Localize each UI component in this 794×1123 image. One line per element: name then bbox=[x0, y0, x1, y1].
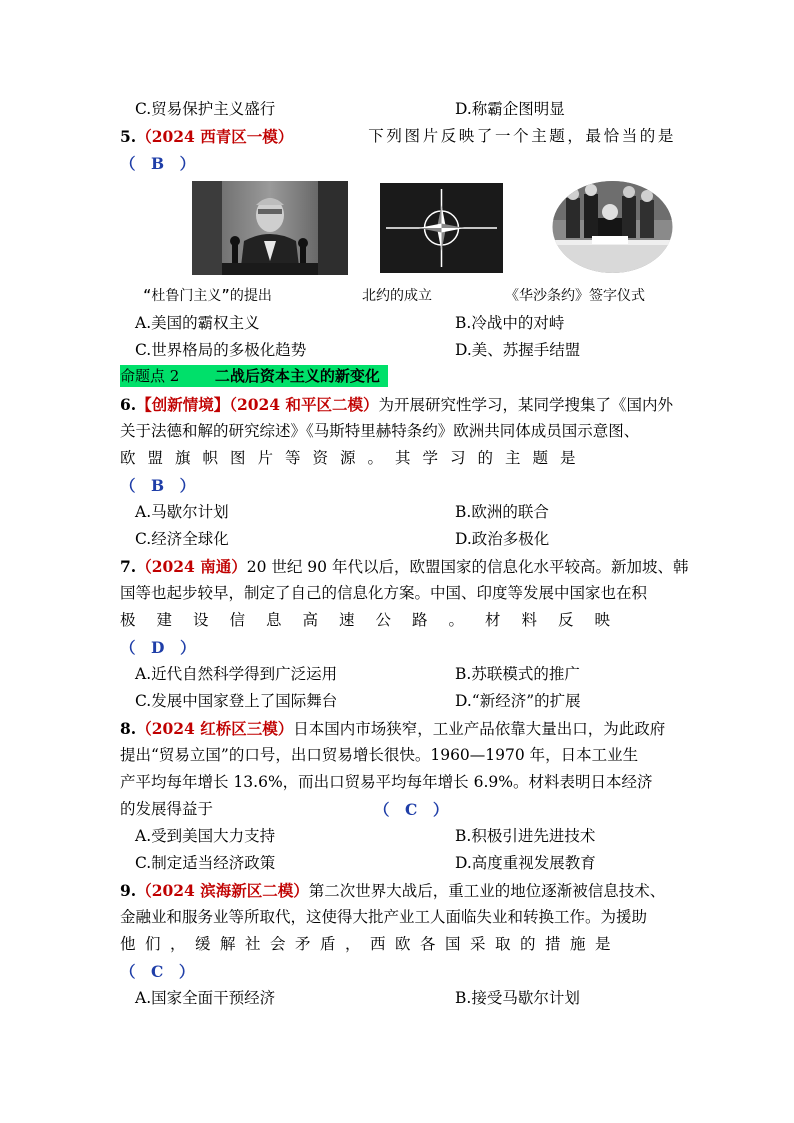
q7-stem-line-2: 国等也起步较早，制定了自己的信息化方案。中国、印度等发展中国家也在积 bbox=[120, 584, 648, 602]
q5-source: （2024 西青区一模） bbox=[136, 127, 294, 146]
warsaw-pact-photo bbox=[552, 180, 673, 274]
q8-option-c: C.制定适当经济政策 bbox=[135, 854, 276, 872]
nato-flag-photo bbox=[380, 183, 503, 273]
q6-option-c: C.经济全球化 bbox=[135, 530, 229, 548]
q9-answer: （ C ） bbox=[120, 962, 195, 981]
q7-number: 7. bbox=[120, 557, 137, 576]
q8-source: （2024 红桥区三模） bbox=[136, 719, 294, 738]
q6-option-b: B.欧洲的联合 bbox=[455, 503, 549, 521]
truman-doctrine-photo bbox=[192, 181, 348, 275]
q5-option-a: A.美国的霸权主义 bbox=[135, 314, 260, 332]
q8-stem-line-2: 提出“贸易立国”的口号，出口贸易增长很快。1960—1970 年，日本工业生 bbox=[120, 746, 639, 764]
q9-source: （2024 滨海新区二模） bbox=[136, 881, 309, 900]
q6-source: 【创新情境】（2024 和平区二模） bbox=[136, 395, 379, 414]
q5-option-b: B.冷战中的对峙 bbox=[455, 314, 565, 332]
q5-answer: （ B ） bbox=[120, 154, 196, 173]
q7-source: （2024 南通） bbox=[136, 557, 247, 576]
q4-option-c: C.贸易保护主义盛行 bbox=[135, 100, 276, 118]
q9-stem-line-2: 金融业和服务业等所取代，这使得大批产业工人面临失业和转换工作。为援助 bbox=[120, 908, 648, 926]
q6-stem-line-2: 关于法德和解的研究综述》《马斯特里赫特条约》欧洲共同体成员国示意图、 bbox=[120, 422, 640, 440]
q8-option-a: A.受到美国大力支持 bbox=[135, 827, 276, 845]
topic-label: 命题点 2 bbox=[120, 367, 180, 385]
q4-option-d: D.称霸企图明显 bbox=[455, 100, 565, 118]
q6-stem-line-3: 欧盟旗帜图片等资源。其学习的主题是 bbox=[120, 449, 588, 467]
q8-number: 8. bbox=[120, 719, 137, 738]
q8-stem-line-4: 的发展得益于 （ C ） bbox=[120, 796, 676, 823]
topic-title: 二战后资本主义的新变化 bbox=[214, 367, 380, 385]
q6-option-d: D.政治多极化 bbox=[455, 530, 550, 548]
q8-stem-line-3: 产平均每年增长 13.6%，而出口贸易平均每年增长 6.9%。材料表明日本经济 bbox=[120, 773, 653, 791]
q6-answer: （ B ） bbox=[120, 476, 196, 495]
nato-flag-image bbox=[380, 183, 503, 273]
q7-stem-line-1: 7.（2024 南通）20 世纪 90 年代以后，欧盟国家的信息化水平较高。新加坡、韩 bbox=[120, 557, 689, 576]
q9-stem-line-3: 他们，缓解社会矛盾，西欧各国采取的措施是 bbox=[120, 935, 621, 953]
q5-stem-line bbox=[120, 123, 676, 151]
topic-banner bbox=[120, 365, 388, 387]
q7-option-c: C.发展中国家登上了国际舞台 bbox=[135, 692, 338, 710]
q7-option-a: A.近代自然科学得到广泛运用 bbox=[135, 665, 338, 683]
q9-option-a: A.国家全面干预经济 bbox=[135, 989, 276, 1007]
q8-stem-line-1: 8.（2024 红桥区三模）日本国内市场狭窄，工业产品依靠大量出口，为此政府 bbox=[120, 719, 666, 738]
q6-number: 6. bbox=[120, 395, 137, 414]
q5-option-c: C.世界格局的多极化趋势 bbox=[135, 341, 307, 359]
q7-option-d: D.“新经济”的扩展 bbox=[455, 692, 581, 710]
q5-stem: 下列图片反映了一个主题，最恰当的是 bbox=[368, 127, 676, 145]
q8-answer: （ C ） bbox=[374, 800, 449, 819]
q8-option-b: B.积极引进先进技术 bbox=[455, 827, 596, 845]
caption-truman-doctrine: “杜鲁门主义”的提出 bbox=[143, 288, 272, 304]
q9-option-b: B.接受马歇尔计划 bbox=[455, 989, 580, 1007]
q6-stem-line-1: 6.【创新情境】（2024 和平区二模）为开展研究性学习，某同学搜集了《国内外 bbox=[120, 395, 673, 414]
q5-option-d: D.美、苏握手结盟 bbox=[455, 341, 581, 359]
q7-option-b: B.苏联模式的推广 bbox=[455, 665, 580, 683]
caption-warsaw-pact: 《华沙条约》签字仪式 bbox=[505, 288, 645, 304]
q9-number: 9. bbox=[120, 881, 137, 900]
q7-stem-line-3: 极建设信息高速公路。材料反映 bbox=[120, 611, 632, 629]
q7-answer: （ D ） bbox=[120, 638, 196, 657]
q5-number: 5. bbox=[120, 127, 137, 146]
q8-option-d: D.高度重视发展教育 bbox=[455, 854, 596, 872]
truman-speech-image bbox=[192, 181, 348, 275]
q6-option-a: A.马歇尔计划 bbox=[135, 503, 229, 521]
caption-nato: 北约的成立 bbox=[362, 288, 432, 304]
q9-stem-line-1: 9.（2024 滨海新区二模）第二次世界大战后，重工业的地位逐渐被信息技术、 bbox=[120, 881, 666, 900]
warsaw-pact-signing-image bbox=[552, 180, 673, 274]
